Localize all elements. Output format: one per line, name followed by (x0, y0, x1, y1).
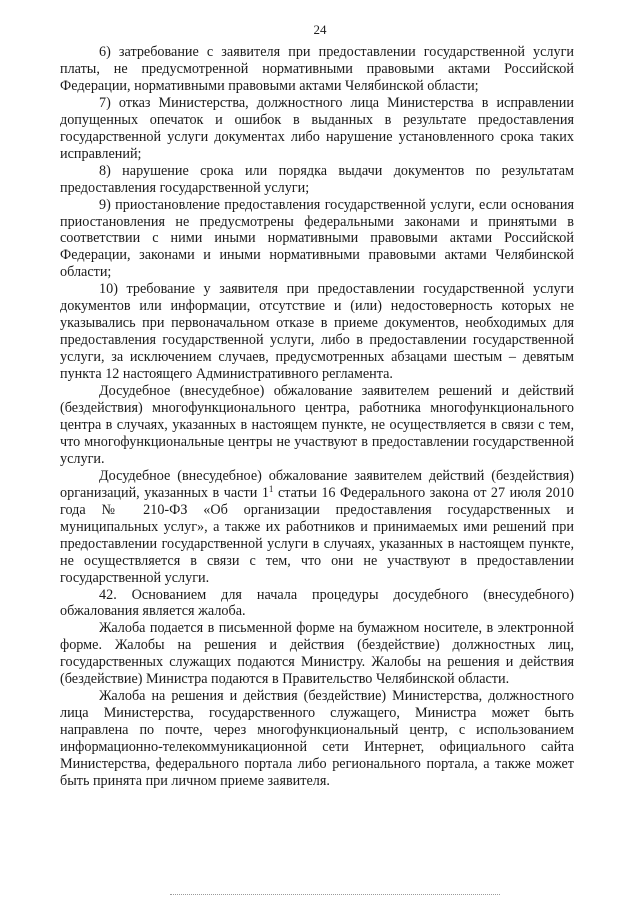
paragraph-text-part: статьи 16 Федерального закона от 27 июля 2010 года № 210-ФЗ «Об организации предоставления государственных и муниципальных услуг», а также их работников и принимаемых ими решений при предоставлении государственной услуги в случаях, указанных в настоящем пункте, не осуществляется в связи с тем, что они не участвуют в предоставлении государственной услуги. (60, 484, 574, 586)
footnote-superscript: 1 (268, 483, 274, 494)
paragraph-mfc-appeal: Досудебное (внесудебное) обжалование заявителем решений и действий (бездействия) многофункционального центра, работника многофункционального центра в случаях, указанных в настоящем пункте, не осуществляется в связи с тем, что многофункциональные центры не участвуют в предоставлении государственной услуги. (60, 383, 574, 467)
paragraph-complaint-submission: Жалоба на решения и действия (бездействие) Министерства, должностного лица Министерства, государственного служащего, Министра может быть направлена по почте, через многофункциональный центр, с использованием информационно-телекоммуникационной сети Интернет, официального сайта Министерства, федерального портала либо регионального портала, а также может быть принята при личном приеме заявителя. (60, 688, 574, 789)
page-number: 24 (313, 22, 327, 37)
paragraph-item-6: 6) затребование с заявителя при предоставлении государственной услуги платы, не предусмотренной нормативными правовыми актами Российской Федерации, нормативными правовыми актами Челябинской области; (60, 44, 574, 94)
paragraph-clause-42: 42. Основанием для начала процедуры досудебного (внесудебного) обжалования является жалоба. (60, 586, 574, 620)
paragraph-organizations-appeal (60, 468, 574, 587)
paragraph-item-8: 8) нарушение срока или порядка выдачи документов по результатам предоставления государственной услуги; (60, 162, 574, 196)
paragraph-text-part: Досудебное (внесудебное) обжалование заявителем действий (бездействия) организаций, указанных в части 1 (60, 467, 574, 501)
paragraph-item-9: 9) приостановление предоставления государственной услуги, если основания приостановления не предусмотрены федеральными законами и принятыми в соответствии с ними иными нормативными правовыми актами Российской Федерации, законами и иными нормативными правовыми актами Челябинской области; (60, 196, 574, 281)
paragraph-item-10: 10) требование у заявителя при предоставлении государственной услуги документов или информации, отсутствие и (или) недостоверность которых не указывались при первоначальном отказе в приеме документов, необходимых для предоставления государственной услуги, либо в предоставлении государственной услуги, за исключением случаев, предусмотренных абзацами шестым – девятым пункта 12 настоящего Административного регламента. (60, 281, 574, 383)
paragraph-complaint-form: Жалоба подается в письменной форме на бумажном носителе, в электронной форме. Жалобы на решения и действия (бездействие) должностных лиц, государственных служащих подаются Министру. Жалобы на решения и действия (бездействие) Министра подаются в Правительство Челябинской области. (60, 620, 574, 688)
footer-divider (170, 894, 500, 895)
paragraph-item-7: 7) отказ Министерства, должностного лица Министерства в исправлении допущенных опечаток и ошибок в выданных в результате предоставления государственной услуги документах либо нарушение установленного срока таких исправлений; (60, 94, 574, 162)
document-body (60, 44, 574, 790)
